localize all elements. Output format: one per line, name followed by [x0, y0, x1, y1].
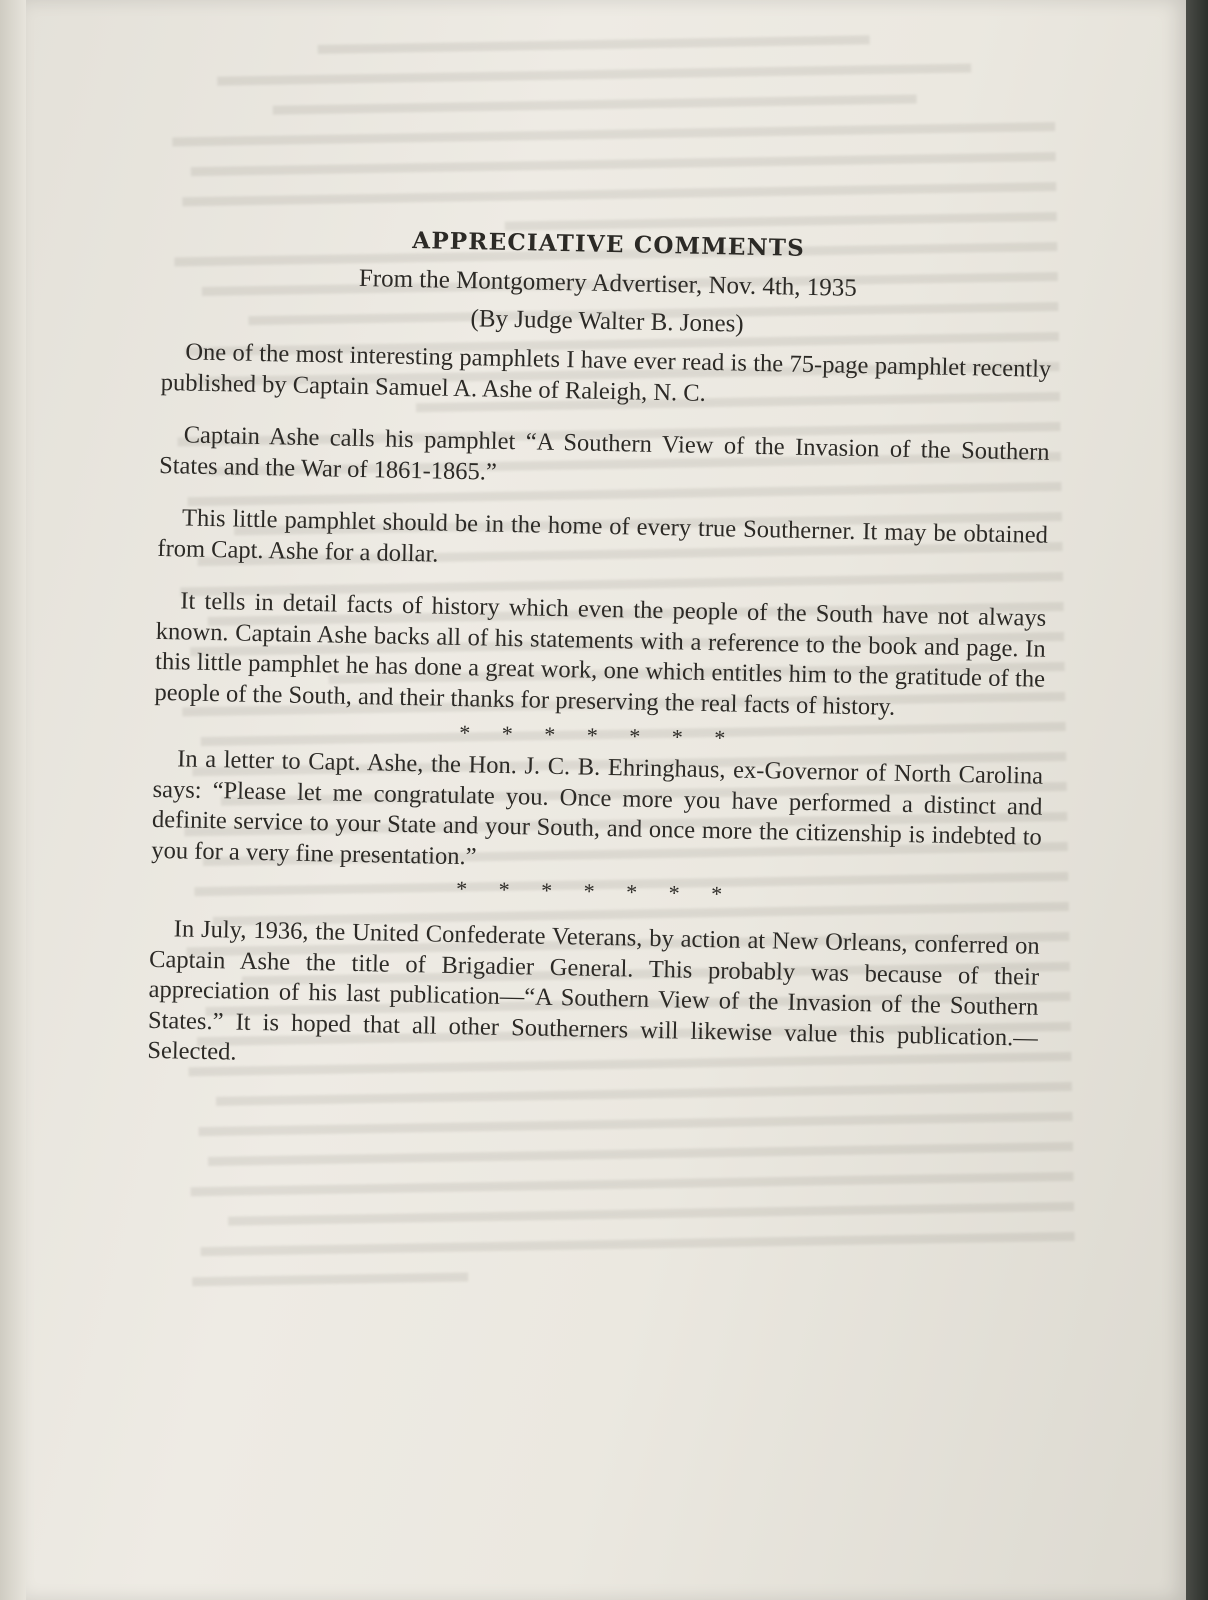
paragraph-2: Captain Ashe calls his pamphlet “A Southern View of the Invasion of the Southern States and the War of 1861-1865.” [158, 421, 1050, 486]
source-line: From the Montgomery Advertiser, Nov. 4th, 1935 [358, 264, 858, 302]
paragraph-5: In a letter to Capt. Ashe, the Hon. J. C. B. Ehringhaus, ex-Governor of North Carolina says: “Please let me congratulate you. Once more you have performed a distinct and definite service to your State and your South, and once more the citizenship is indebted to you for a very fine presentation.” [151, 745, 1044, 870]
paragraph-3: This little pamphlet should be in the home of every true Southerner. It may be obtained from Capt. Ashe for a dollar. [157, 504, 1049, 568]
book-left-edge [0, 0, 26, 1600]
page-content [147, 222, 1054, 1106]
section-separator-2: * * * * * * * [455, 876, 736, 907]
paragraph-1: One of the most interesting pamphlets I have ever read is the 75-page pamphlet recently published by Captain Samuel A. Ashe of Raleigh, N. C. [160, 338, 1052, 407]
paragraph-6: In July, 1936, the United Confederate Veterans, by action at New Orleans, conferred on Captain Ashe the title of Brigadier General. This probably was because of their appreciation of his last publication—“A Southern View of the Invasion of the Southern States.” It is hoped that all other Southerners will likewise value this publication.—Selected. [147, 915, 1040, 1066]
page-heading: APPRECIATIVE COMMENTS [412, 226, 806, 262]
byline: (By Judge Walter B. Jones) [470, 305, 744, 338]
paragraph-4: It tells in detail facts of history which even the people of the South have not always known. Captain Ashe backs all of his statements with a reference to the book and page. In this little pamphlet he has done a great work, one which entitles him to the gratitude of the people of the South, and their thanks for preserving the real facts of history. [154, 587, 1047, 721]
section-separator-1: * * * * * * * [459, 720, 739, 751]
book-cover-edge [1186, 0, 1208, 1600]
book-page [26, 0, 1186, 1600]
